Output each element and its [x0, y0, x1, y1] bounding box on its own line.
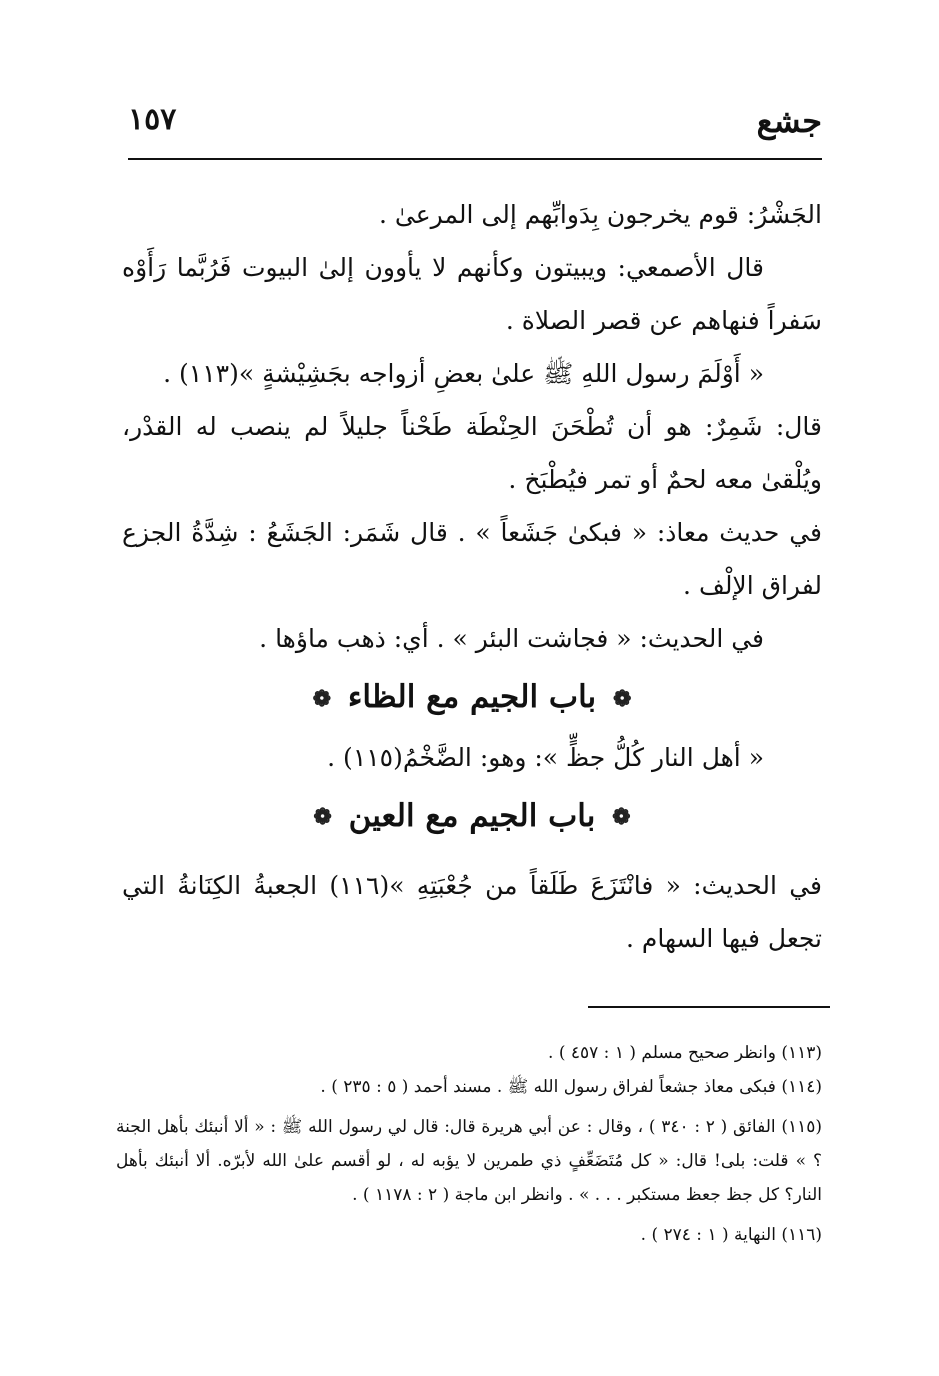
footnote-115: (١١٥) الفائق ( ٢ : ٣٤٠ ) ، وقال : عن أبي هريرة قال: قال لي رسول الله ﷺ : « ألا أنبئك بأهل الجنة ؟ » قلت: بلى! قال: « كل مُتَضَعِّفٍ ذي طمرين لا يؤبه له ، لو أقسم علىٰ الله لأبرّه. ألا أنبئك بأهل النار؟ كل جظ جعظ مستكبر . . . » . وانظر ابن ماجة ( ٢ : ١١٧٨ ) .	[116, 1117, 823, 1205]
ornament-left-icon: ❁	[313, 804, 332, 830]
page-header	[128, 92, 822, 160]
footnotes	[116, 1036, 822, 1252]
paragraph-muadh: في حديث معاذ: « فبكىٰ جَشَعاً » . قال شَمَر: الجَشَعُ : شِدَّةُ الجزع لفراق الإلْف .	[122, 518, 822, 600]
chapter-title: باب الجيم مع العين	[348, 797, 596, 834]
paragraph-well: في الحديث: « فجاشت البئر » . أي: ذهب ماؤها .	[259, 624, 764, 653]
paragraph-juba: في الحديث: « فانْتَزَعَ طَلَقاً من جُعْبَتِهِ »(١١٦) الجعبةُ الكِنَانةُ التي تجعل فيها السهام .	[122, 871, 822, 953]
chapter-title: باب الجيم مع الظاء	[347, 679, 597, 715]
footnote-113: (١١٣) وانظر صحيح مسلم ( ١ : ٤٥٧ ) .	[548, 1043, 822, 1063]
page-number: ١٥٧	[128, 102, 177, 137]
footnote-114: (١١٤) فبكى معاذ جشعاً لفراق رسول الله ﷺ . مسند أحمد ( ٥ : ٢٣٥ ) .	[320, 1077, 822, 1097]
ornament-right-icon: ❁	[612, 804, 631, 830]
running-head: جشع	[756, 102, 822, 140]
main-text	[122, 188, 822, 965]
chapter-heading-jim-ain	[122, 784, 822, 850]
paragraph-shamir: قال: شَمِرٌ: هو أن تُطْحَنَ الحِنْطَة طَحْناً جليلاً لم ينصب له القدْر، ويُلْقىٰ معه لحمٌ أو تمر فيُطْبَخ .	[122, 412, 822, 494]
paragraph-jashr: الجَشْرُ: قوم يخرجون بِدَوابِّهم إلى المرعىٰ .	[379, 200, 822, 229]
ornament-right-icon: ❁	[612, 685, 632, 712]
chapter-heading-jim-za	[122, 665, 822, 731]
paragraph-jazz: « أهل النار كُلُّ جظٍّ »: وهو: الضَّخْمُ(١١٥) .	[327, 742, 764, 772]
ornament-left-icon: ❁	[312, 685, 332, 712]
paragraph-hadith-jashisha: « أَوْلَمَ رسول اللهِ ﷺ علىٰ بعضِ أزواجه بجَشِيْشةٍ »(١١٣) .	[163, 359, 764, 388]
footnote-116: (١١٦) النهاية ( ١ : ٢٧٤ ) .	[640, 1225, 822, 1245]
footnote-divider	[588, 1006, 830, 1008]
paragraph-asmai: قال الأصمعي: ويبيتون وكأنهم لا يأوون إلىٰ البيوت فَرُبَّما رَأَوْه سَفراً فنهاهم عن قصر الصلاة .	[122, 253, 822, 335]
